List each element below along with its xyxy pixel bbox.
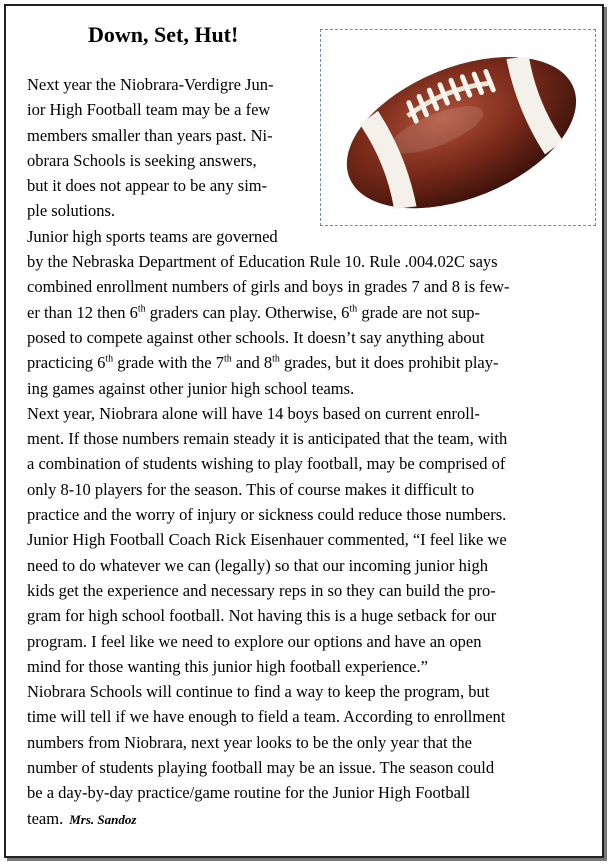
text-run: team. <box>27 808 64 828</box>
text-line: by the Nebraska Department of Education Rule 10. Rule .004.02C says <box>27 252 498 272</box>
text-line: combined enrollment numbers of girls and boys in grades 7 and 8 is few- <box>27 277 510 297</box>
text-line: kids get the experience and necessary reps in so they can build the pro- <box>27 580 496 600</box>
text-line: only 8-10 players for the season. This of course makes it difficult to <box>27 479 475 499</box>
text-line: Niobrara Schools will continue to find a way to keep the program, but <box>27 682 490 702</box>
text-line: mind for those wanting this junior high football experience.” <box>27 656 428 676</box>
article-body <box>27 72 589 832</box>
article-title: Down, Set, Hut! <box>88 22 239 47</box>
text-line: program. I feel like we need to explore our options and have an open <box>27 631 482 651</box>
superscript: th <box>272 353 280 365</box>
paragraph-2 <box>27 224 589 401</box>
text-line <box>27 350 589 375</box>
text-line: number of students playing football may be an issue. The season could <box>27 758 495 778</box>
text-line: Next year, Niobrara alone will have 14 boys based on current enroll- <box>27 403 480 423</box>
text-line: time will tell if we have enough to field a team. According to enrollment <box>27 707 506 727</box>
text-run: practicing 6 <box>27 353 106 373</box>
text-run: grade with the 7 <box>113 353 225 373</box>
text-line: posed to compete against other schools. It doesn’t say anything about <box>27 327 485 347</box>
text-line: ior High Football team may be a few <box>27 100 271 120</box>
text-line: gram for high school football. Not having this is a huge setback for our <box>27 606 497 626</box>
paragraph-4 <box>27 527 589 679</box>
paragraph-5 <box>27 679 589 832</box>
text-line <box>27 806 589 832</box>
text-line: a combination of students wishing to play football, may be comprised of <box>27 454 506 474</box>
superscript: th <box>224 353 232 365</box>
superscript: th <box>105 353 114 365</box>
text-run: grade are not sup- <box>357 302 480 322</box>
text-line: ment. If those numbers remain steady it is anticipated that the team, with <box>27 429 508 449</box>
text-line: be a day-by-day practice/game routine for the Junior High Football <box>27 783 471 803</box>
paragraph-1 <box>27 72 589 224</box>
text-line: Junior High Football Coach Rick Eisenhauer commented, “I feel like we <box>27 530 507 550</box>
text-line: ing games against other junior high school teams. <box>27 378 355 398</box>
text-line: practice and the worry of injury or sickness could reduce those numbers. <box>27 505 507 525</box>
text-line: obrara Schools is seeking answers, <box>27 150 257 170</box>
superscript: th <box>137 303 146 315</box>
text-line: ple solutions. <box>27 201 116 221</box>
text-line: Junior high sports teams are governed <box>27 226 278 246</box>
text-run: er than 12 then 6 <box>27 302 138 322</box>
text-line: numbers from Niobrara, next year looks to be the only year that the <box>27 732 472 752</box>
text-line <box>27 300 589 325</box>
paragraph-3 <box>27 401 589 527</box>
superscript: th <box>349 303 358 315</box>
text-line: but it does not appear to be any sim- <box>27 176 268 196</box>
text-line: need to do whatever we can (legally) so that our incoming junior high <box>27 555 488 575</box>
text-run: graders can play. Otherwise, 6 <box>145 302 350 322</box>
author-signature: Mrs. Sandoz <box>69 811 137 827</box>
text-run: grades, but it does prohibit play- <box>279 353 499 373</box>
text-line: Next year the Niobrara-Verdigre Jun- <box>27 75 274 94</box>
text-line: members smaller than years past. Ni- <box>27 125 273 145</box>
text-run: and 8 <box>231 353 273 373</box>
